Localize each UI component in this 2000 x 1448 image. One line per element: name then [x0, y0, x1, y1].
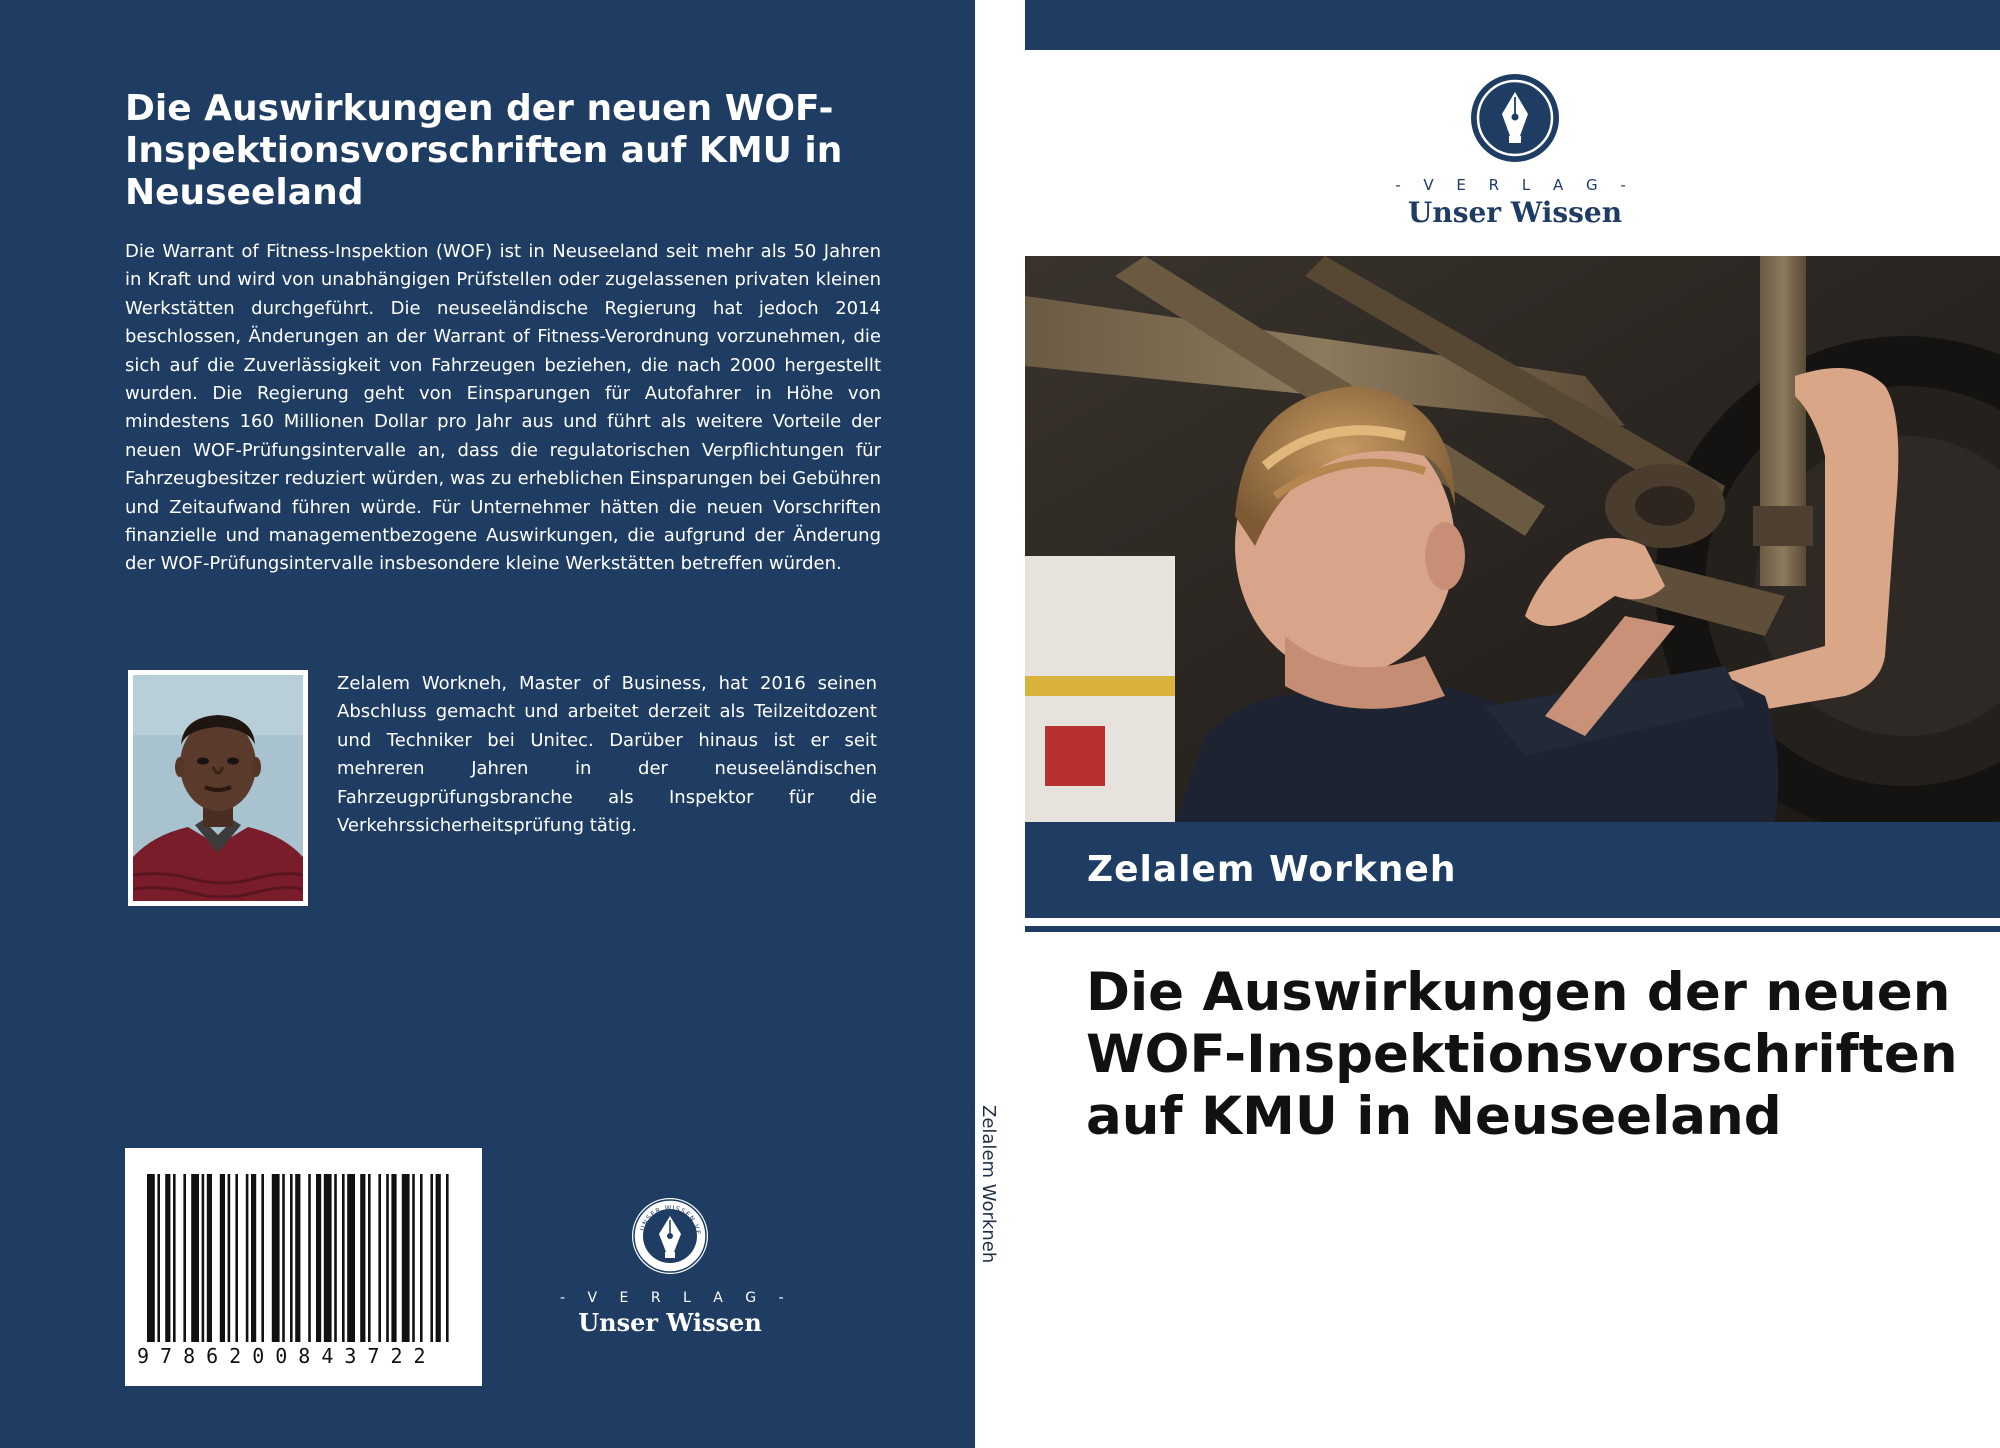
publisher-logo-front: [1390, 72, 1640, 229]
seal-text: UNSER WISSEN VE: [638, 1203, 703, 1236]
barcode-bar: [316, 1174, 321, 1342]
publisher-name: Unser Wissen: [1407, 196, 1623, 229]
publisher-logo-back: [560, 1196, 793, 1337]
mechanic-under-car-icon: [1025, 256, 2000, 822]
barcode-bar: [183, 1174, 186, 1342]
publisher-verlag-label: - V E R L A G -: [1395, 176, 1635, 194]
publisher-verlag-label: - V E R L A G -: [560, 1290, 793, 1306]
divider-rule: [1025, 926, 2000, 932]
barcode-bar: [202, 1174, 205, 1342]
barcode-bar: [290, 1174, 293, 1342]
spine-author: Zelalem Workneh: [978, 1105, 999, 1264]
author-band: [1025, 822, 2000, 918]
front-top-band: [1025, 0, 2000, 50]
barcode-bar: [282, 1174, 285, 1342]
barcode-bar: [251, 1174, 256, 1342]
author-bio: Zelalem Workneh, Master of Business, hat 2016 seinen Abschluss gemacht und arbeitet derzeit als Teilzeitdozent und Techniker bei Unitec. Darüber hinaus ist er seit mehreren Jahren in der neuseeländischen Fahrzeugprüfungsbranche als Inspektor für die Verkehrssicherheitsprüfung tätig.: [337, 673, 877, 837]
publisher-name: Unser Wissen: [578, 1308, 762, 1337]
barcode-bar: [430, 1174, 433, 1342]
barcode-bar: [261, 1174, 264, 1342]
barcode-bar: [308, 1174, 311, 1342]
back-cover: [0, 0, 975, 1448]
barcode-bar: [360, 1174, 365, 1342]
barcode-bar: [412, 1174, 415, 1342]
barcode-bar: [235, 1174, 238, 1342]
author-portrait-icon: [133, 675, 303, 901]
barcode-bar: [378, 1174, 381, 1342]
barcode-bar: [347, 1174, 355, 1342]
barcode-bar: [191, 1174, 199, 1342]
barcode-bar: [342, 1174, 345, 1342]
author-photo: [128, 670, 308, 906]
barcode-bar: [246, 1174, 249, 1342]
barcode-bar: [165, 1174, 170, 1342]
barcode-bar: [334, 1174, 337, 1342]
front-author-name: Zelalem Workneh: [1087, 849, 1457, 890]
barcode-bar: [324, 1174, 332, 1342]
cover-photo: [1025, 256, 2000, 822]
back-cover-blurb: Die Warrant of Fitness-Inspektion (WOF) ist in Neuseeland seit mehr als 50 Jahren in Kraft und wird von unabhängigen Prüfstellen oder zugelassenen privaten kleinen Werkstätten durchgeführt. Die neuseeländische Regierung hat jedoch 2014 beschlossen, Änderungen an der Warrant of Fitness-Verordnung vorzunehmen, die sich auf die Zuverlässigkeit von Fahrzeugen beziehen, die nach 2000 hergestellt wurden. Die Regierung geht von Einsparungen für Autofahrer in Höhe von mindestens 160 Millionen Dollar pro Jahr aus und führt als weitere Vorteile der neuen WOF-Prüfungsintervalle an, dass die regulatorischen Verpflichtungen für Fahrzeugbesitzer reduziert würden, was zu erheblichen Einsparungen bei Gebühren und Zeitaufwand führen würde. Für Unternehmer hätten die neuen Vorschriften finanzielle und managementbezogene Auswirkungen, die aufgrund der Änderung der WOF-Prüfungsintervalle insbesondere kleine Werkstätten betreffen würden.: [125, 241, 881, 575]
barcode-bar: [295, 1174, 300, 1342]
isbn-barcode: [125, 1148, 482, 1386]
barcode-bar: [157, 1174, 160, 1342]
barcode-bar: [173, 1174, 176, 1342]
barcode-bar: [386, 1174, 389, 1342]
front-cover-title: Die Auswirkungen der neuen WOF-Inspektionsvorschriften auf KMU in Neuseeland: [1086, 962, 1958, 1147]
barcode-bar: [368, 1174, 371, 1342]
barcode-bar: [436, 1174, 441, 1342]
barcode-bar: [147, 1174, 155, 1342]
barcode-bar: [420, 1174, 423, 1342]
barcode-bar: [220, 1174, 225, 1342]
barcode-bar: [391, 1174, 396, 1342]
barcode-bar: [402, 1174, 410, 1342]
back-cover-title: Die Auswirkungen der neuen WOF-Inspektionsvorschriften auf KMU in Neuseeland: [125, 88, 843, 213]
barcode-bar: [207, 1174, 212, 1342]
publisher-emblem-icon: [1469, 72, 1561, 164]
isbn-number: 9786200843722: [137, 1344, 437, 1368]
barcode-bar: [228, 1174, 231, 1342]
publisher-emblem-icon: [630, 1196, 710, 1276]
barcode-bar: [446, 1174, 449, 1342]
barcode-bar: [272, 1174, 280, 1342]
